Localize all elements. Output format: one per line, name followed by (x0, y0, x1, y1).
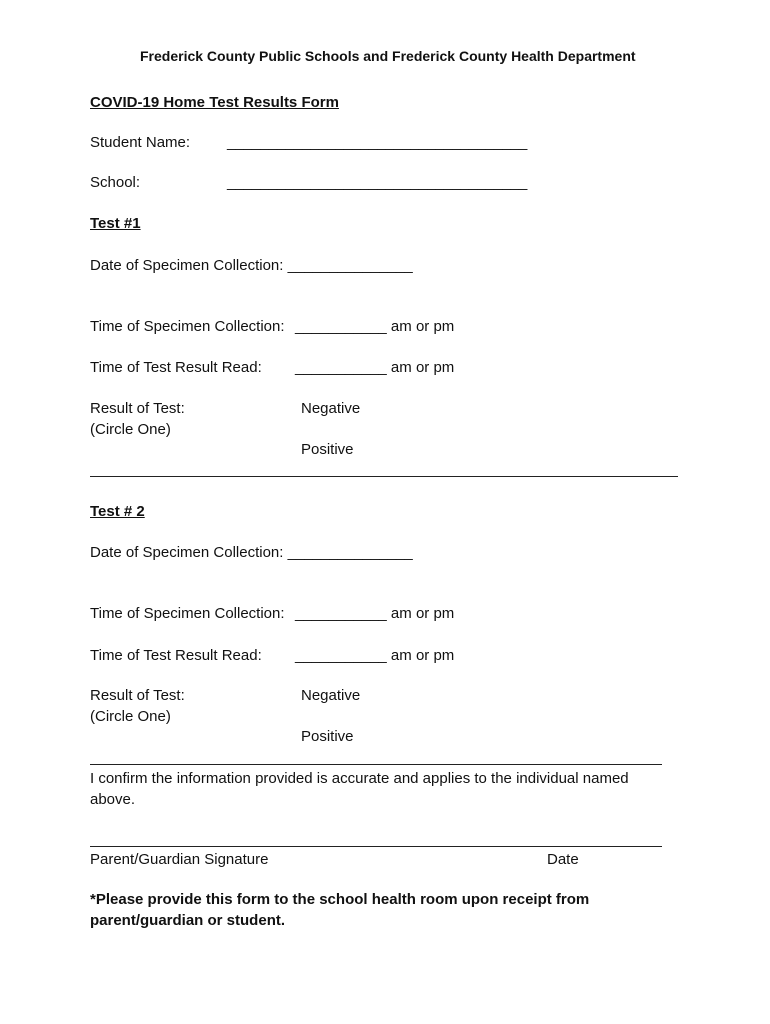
test-2-positive-option[interactable]: Positive (301, 728, 354, 745)
confirmation-text-line-2: above. (90, 791, 136, 808)
date-label: Date (547, 851, 579, 868)
test-1-heading: Test #1 (90, 215, 141, 232)
test-1-result-label: Result of Test: (90, 400, 185, 417)
student-name-label: Student Name: (90, 134, 191, 151)
test-1-date-collection[interactable]: Date of Specimen Collection: _______________ (90, 257, 413, 274)
test-2-time-read-label: Time of Test Result Read: (90, 647, 262, 664)
confirmation-text-line-1: I confirm the information provided is accurate and applies to the individual named (90, 770, 629, 787)
school-label: School: (90, 174, 141, 191)
instruction-note-line-2: parent/guardian or student. (90, 912, 286, 929)
test-2-heading: Test # 2 (90, 503, 145, 520)
test-1-circle-one: (Circle One) (90, 421, 171, 438)
test-2-result-label: Result of Test: (90, 687, 185, 704)
signature-line[interactable] (90, 846, 662, 847)
page-header: Frederick County Public Schools and Frederick County Health Department (140, 48, 636, 64)
test-2-time-collection-label: Time of Specimen Collection: (90, 605, 285, 622)
test-2-negative-option[interactable]: Negative (301, 687, 361, 704)
test-2-circle-one: (Circle One) (90, 708, 171, 725)
test-2-date-collection[interactable]: Date of Specimen Collection: _______________ (90, 544, 413, 561)
test-1-time-read-field[interactable]: ___________ am or pm (295, 359, 455, 376)
test-1-negative-option[interactable]: Negative (301, 400, 361, 417)
test-1-positive-option[interactable]: Positive (301, 441, 354, 458)
student-name-field[interactable]: ____________________________________ (227, 134, 528, 151)
section-divider (90, 764, 662, 765)
school-field[interactable]: ____________________________________ (227, 174, 528, 191)
test-1-time-read-label: Time of Test Result Read: (90, 359, 262, 376)
test-2-time-read-field[interactable]: ___________ am or pm (295, 647, 455, 664)
section-divider (90, 476, 678, 477)
form-title: COVID-19 Home Test Results Form (90, 94, 339, 111)
test-1-time-collection-label: Time of Specimen Collection: (90, 318, 285, 335)
instruction-note-line-1: *Please provide this form to the school health room upon receipt from (90, 891, 590, 908)
test-1-time-collection-field[interactable]: ___________ am or pm (295, 318, 455, 335)
test-2-time-collection-field[interactable]: ___________ am or pm (295, 605, 455, 622)
signature-label: Parent/Guardian Signature (90, 851, 269, 868)
